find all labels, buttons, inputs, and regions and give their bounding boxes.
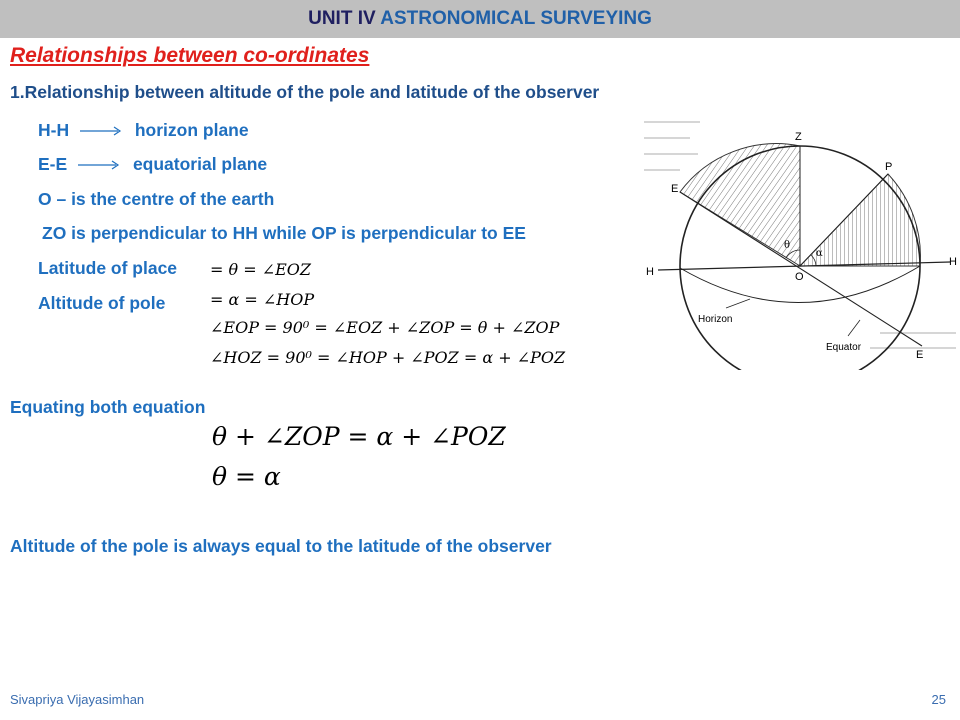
latitude-label: Latitude of place xyxy=(38,258,178,278)
equation-combined: θ + ∠ZOP = α + ∠POZ xyxy=(212,422,506,451)
hh-label: H-H xyxy=(38,120,70,140)
equation-result: θ = α xyxy=(212,462,281,491)
label-alpha: α xyxy=(816,248,823,259)
slide-header xyxy=(0,0,960,38)
subject-label: ASTRONOMICAL SURVEYING xyxy=(380,8,652,29)
hh-desc: horizon plane xyxy=(134,120,249,140)
conclusion: Altitude of the pole is always equal to the latitude of the observer xyxy=(10,536,552,556)
equation-hoz: ∠HOZ = 90⁰ = ∠HOP + ∠POZ = α + ∠POZ xyxy=(210,348,566,367)
equation-latitude: = θ = ∠EOZ xyxy=(210,260,312,279)
ee-label: E-E xyxy=(38,154,68,174)
label-o: O xyxy=(795,271,804,283)
label-horizon: Horizon xyxy=(698,314,733,325)
label-theta: θ xyxy=(784,240,791,251)
ee-desc: equatorial plane xyxy=(132,154,268,174)
label-equator: Equator xyxy=(826,342,862,353)
label-z: Z xyxy=(795,131,802,143)
horizon-pointer xyxy=(726,299,750,308)
label-h-left: H xyxy=(646,266,654,278)
section-heading: 1.Relationship between altitude of the pole and latitude of the observer xyxy=(10,82,600,102)
label-p: P xyxy=(885,161,893,173)
equating-label: Equating both equation xyxy=(10,397,206,417)
o-definition: O – is the centre of the earth xyxy=(38,189,275,209)
ee-line xyxy=(38,154,267,175)
perpendicular-statement: ZO is perpendicular to HH while OP is perpendicular to EE xyxy=(42,223,526,243)
equator-pointer xyxy=(848,320,860,336)
unit-label: UNIT IV xyxy=(308,8,376,29)
footer-author: Sivapriya Vijayasimhan xyxy=(10,692,145,707)
equation-altitude: = α = ∠HOP xyxy=(210,290,315,309)
slide-title: Relationships between co-ordinates xyxy=(10,44,370,67)
hh-line xyxy=(38,120,249,141)
altitude-label: Altitude of pole xyxy=(38,293,166,313)
label-e-left: E xyxy=(671,183,679,195)
page-number: 25 xyxy=(931,692,946,707)
label-e-right: E xyxy=(916,349,924,361)
celestial-diagram xyxy=(640,108,960,370)
equation-eop: ∠EOP = 90⁰ = ∠EOZ + ∠ZOP = θ + ∠ZOP xyxy=(210,318,560,337)
label-h-right: H xyxy=(949,256,957,268)
arrow-right-icon xyxy=(78,159,122,171)
arrow-right-icon xyxy=(80,125,124,137)
